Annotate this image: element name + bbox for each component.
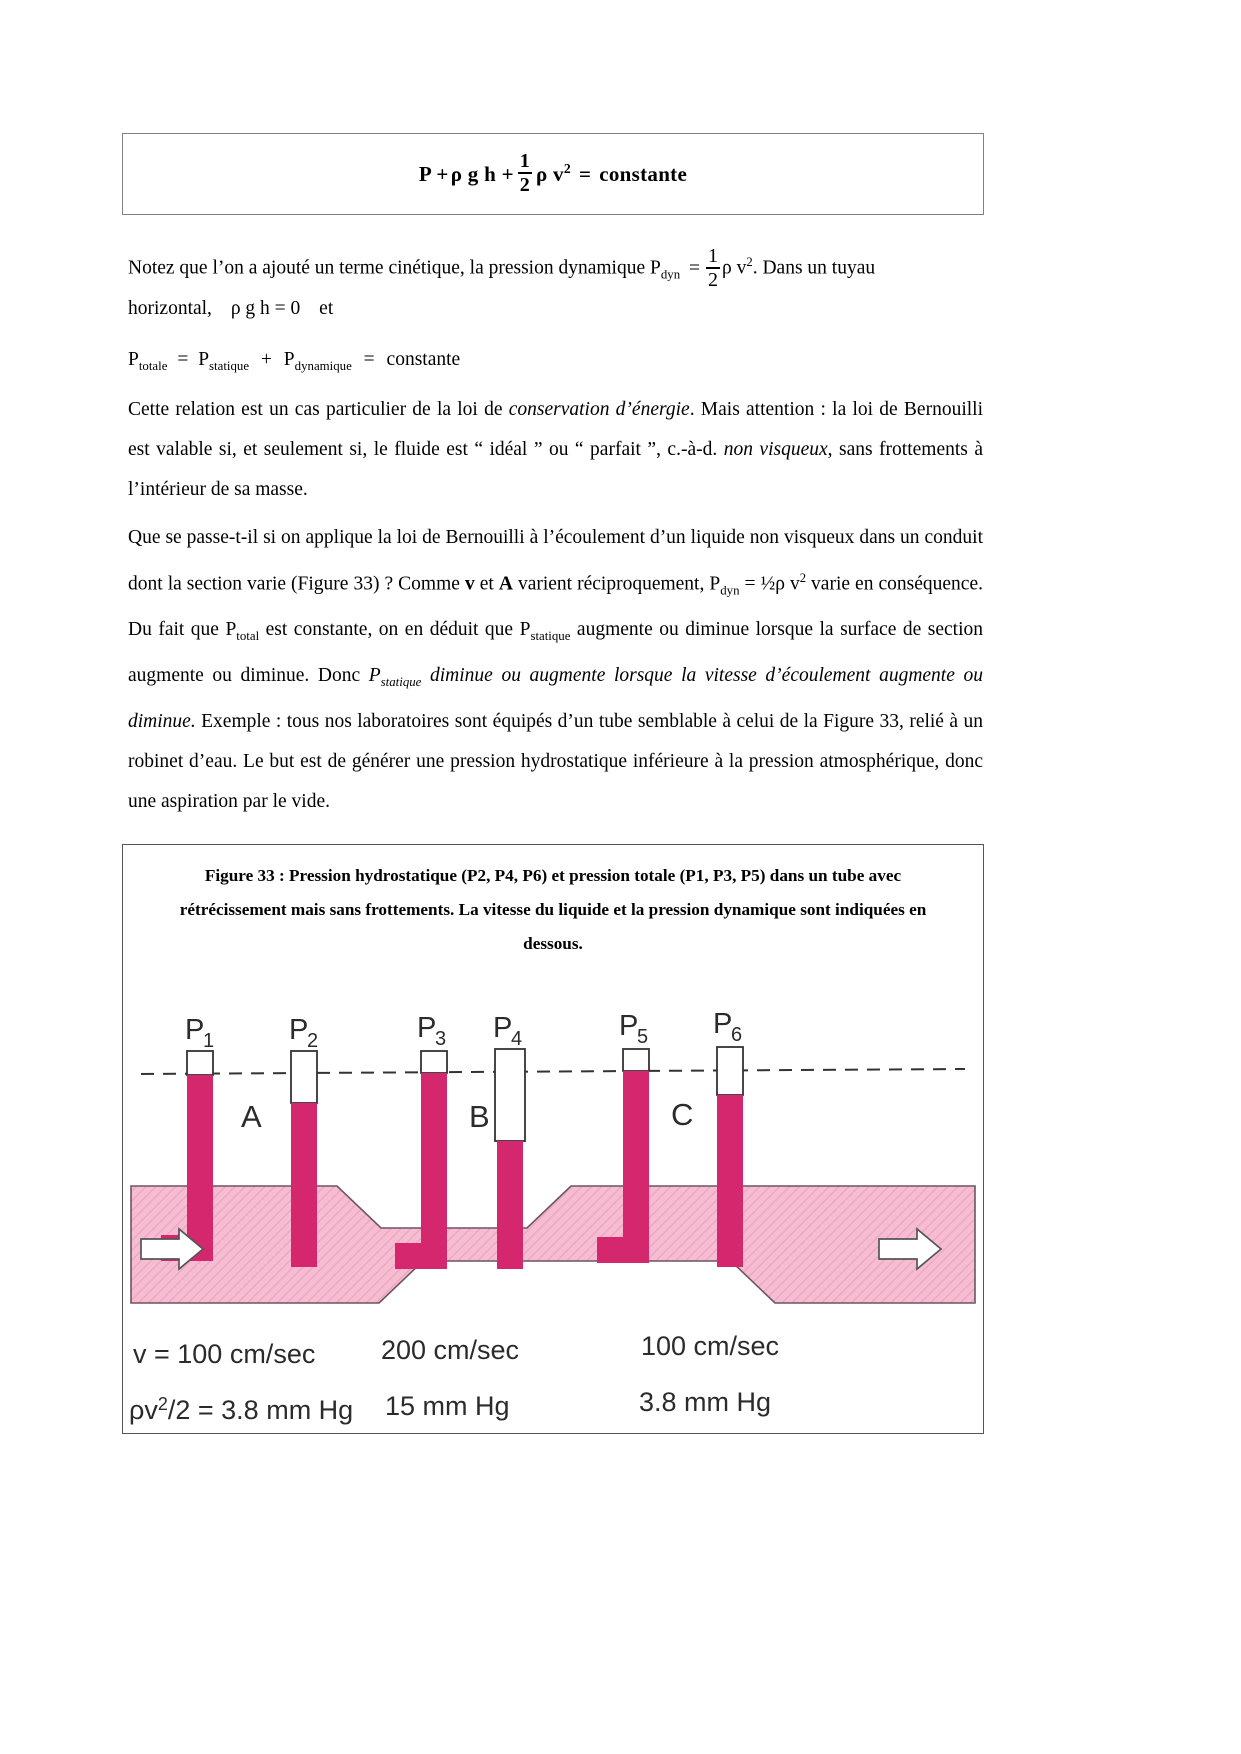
para5-italic-pstatique: $P_{statique}$ diminue ou augmente lorsque la vitesse d’écoulement augmente ou diminue.: [128, 665, 983, 733]
fraction-numerator: 1: [519, 150, 531, 173]
ptotale-plus: +: [260, 349, 272, 370]
fraction-denominator: 2: [519, 173, 531, 196]
label-p2-base: P: [289, 1014, 309, 1046]
tube-p4-liquid-column: [497, 1141, 523, 1269]
line-ptotale: [128, 345, 460, 381]
tube-p6-empty-top: [717, 1047, 743, 1095]
label-p3-base: P: [417, 1012, 437, 1044]
label-p1-sub: 1: [203, 1030, 215, 1052]
label-p6-sub: 6: [731, 1024, 743, 1046]
para5-sub-statique: statique: [530, 629, 571, 644]
dynamic-pressure-label-a: $\rho v^2/2 = 3.8$ mm Hg: [129, 1394, 354, 1425]
para5-text-d: varie en conséquence. Du fait que P: [128, 573, 983, 641]
bernoulli-formula: [419, 152, 687, 196]
label-p3-sub: 3: [435, 1028, 447, 1050]
paragraph-que-se-passe: [128, 518, 983, 822]
para5-bold-v: v: [464, 573, 475, 595]
bernoulli-tube-diagram: [123, 981, 983, 1431]
dynamic-pressure-label-c: 3.8 mm Hg: [639, 1387, 772, 1417]
para5-sub-dyn: dyn: [720, 583, 740, 598]
pdynamique-sub: dynamique: [294, 358, 352, 373]
paragraph-cette-relation: [128, 390, 983, 510]
figure-33-illustration: [123, 981, 983, 1431]
ptotale-equals-1: =: [177, 349, 189, 370]
formula-term-rho-v: ρ $v^2$: [535, 161, 571, 186]
para1-equals: =: [689, 257, 701, 279]
label-p4-sub: 4: [511, 1028, 523, 1050]
formula-constante: constante: [599, 161, 688, 186]
tube-p3-elbow: [395, 1243, 447, 1269]
para5-text-b: varient réciproquement, P: [512, 573, 721, 595]
manometer-tube-p2: [291, 1051, 317, 1267]
tube-p1-liquid-column: [187, 1075, 213, 1261]
ptotale-p: P: [128, 349, 139, 370]
ptotale-sub: totale: [138, 358, 168, 373]
para1-text-b: . Dans un tuyau: [752, 257, 876, 279]
dynamic-pressure-label-b: 15 mm Hg: [385, 1391, 510, 1421]
section-label-a: A: [241, 1099, 262, 1134]
dynamic-pressure-label-row: [129, 1387, 771, 1425]
manometer-tube-p4: [495, 1049, 525, 1269]
para5-exp-2: 2: [799, 571, 807, 585]
tube-p4-empty-top: [495, 1049, 525, 1141]
tube-p3-top-collar: [421, 1051, 447, 1073]
velocity-label-b: 200 cm/sec: [381, 1335, 520, 1365]
fraction-denominator: 2: [708, 268, 719, 291]
para4-italic-non-visqueux: non visqueux: [723, 439, 828, 460]
para4-text-b: . Mais attention : la loi de Bernouilli est valable si, et seulement si, le fluide est “ idéal ” ou “ parfait ”, c.-à-d.: [128, 399, 983, 460]
label-p1-base: P: [185, 1014, 205, 1046]
tube-label-group: [185, 1008, 742, 1052]
line-horizontal: [128, 294, 333, 324]
formula-fraction-half: [518, 151, 532, 195]
bernoulli-formula-box: [122, 133, 984, 215]
tube-p2-liquid-column: [291, 1103, 317, 1267]
figure-caption: Figure 33 : Pression hydrostatique (P2, P4, P6) et pression totale (P1, P3, P5) dans un tube avec rétrécissement mais sans frottements. La vitesse du liquide et la pression dynamique sont indiquées en dessous.: [179, 866, 927, 953]
pipe-outline: [131, 1186, 975, 1303]
pstatique-p: P: [198, 349, 210, 370]
tube-p2-empty-top: [291, 1051, 317, 1103]
section-label-b: B: [469, 1099, 490, 1134]
formula-exponent: 2: [563, 161, 571, 176]
para5-text-g: Exemple : tous nos laboratoires sont équipés d’un tube semblable à celui de la Figure 33, relié à un robinet d’eau. Le but est de générer une pression hydrostatique inférieure à la pression atmosphérique, donc une aspiration par le vide.: [128, 711, 983, 813]
manometer-tube-p6: [717, 1047, 743, 1267]
para5-text-e: est constante, on en déduit que P: [259, 619, 531, 641]
label-p5-sub: 5: [637, 1026, 649, 1048]
ptotale-constante: constante: [386, 349, 461, 370]
velocity-label-row: [133, 1331, 779, 1369]
label-p6-base: P: [713, 1008, 733, 1040]
pdynamique-p: P: [283, 349, 295, 370]
para5-et: et: [474, 573, 499, 595]
formula-term-p: P +: [418, 161, 449, 186]
tube-p5-top-collar: [623, 1049, 649, 1071]
para5-text-f: augmente ou diminue lorsque la surface de section augmente ou diminue. Donc: [128, 619, 983, 687]
formula-equals: =: [578, 161, 592, 186]
para4-text-a: Cette relation est un cas particulier de la loi de: [128, 399, 509, 420]
para5-text-c: = ½ρ v: [739, 573, 800, 595]
formula-term-rho-g-h: ρ g h +: [450, 161, 514, 186]
tube-p5-liquid-column: [623, 1071, 649, 1263]
tube-p6-liquid-column: [717, 1095, 743, 1267]
horizontal-word: horizontal,: [128, 298, 212, 319]
para5-text-a: Que se passe-t-il si on applique la loi de Bernouilli à l’écoulement d’un liquide non visqueux dans un conduit dont la section varie (Figure 33) ? Comme: [128, 527, 983, 595]
label-p5-base: P: [619, 1010, 639, 1042]
para1-fraction-half: [706, 246, 720, 290]
para1-rho-v: ρ v: [722, 257, 747, 279]
para1-sub-dyn: dyn: [660, 267, 681, 282]
para5-sub-total: total: [236, 629, 260, 644]
para4-italic-conservation: conservation d’énergie: [508, 399, 690, 420]
label-p4-base: P: [493, 1012, 513, 1044]
tube-p1-top-collar: [187, 1051, 213, 1075]
tube-p3-liquid-column: [421, 1073, 447, 1269]
tube-p5-elbow: [597, 1237, 649, 1263]
ptotale-equals-2: =: [363, 349, 375, 370]
para1-exponent: 2: [746, 255, 753, 269]
section-label-c: C: [671, 1097, 694, 1132]
figure-33-box: [122, 844, 984, 1434]
rho-g-h-equals-zero: ρ g h = 0: [230, 298, 301, 319]
et-word: et: [319, 298, 334, 319]
para1-text-a: Notez que l’on a ajouté un terme cinétique, la pression dynamique P: [128, 257, 661, 279]
velocity-label-c: 100 cm/sec: [641, 1331, 780, 1361]
pstatique-sub: statique: [209, 358, 250, 373]
label-p2-sub: 2: [307, 1030, 319, 1052]
velocity-label-a: v = 100 cm/sec: [133, 1339, 316, 1369]
fraction-numerator: 1: [708, 245, 719, 268]
para5-bold-A: A: [498, 573, 513, 595]
reference-dashed-line: [141, 1069, 965, 1074]
para4-text-c: , sans frottements à l’intérieur de sa masse.: [128, 439, 983, 500]
